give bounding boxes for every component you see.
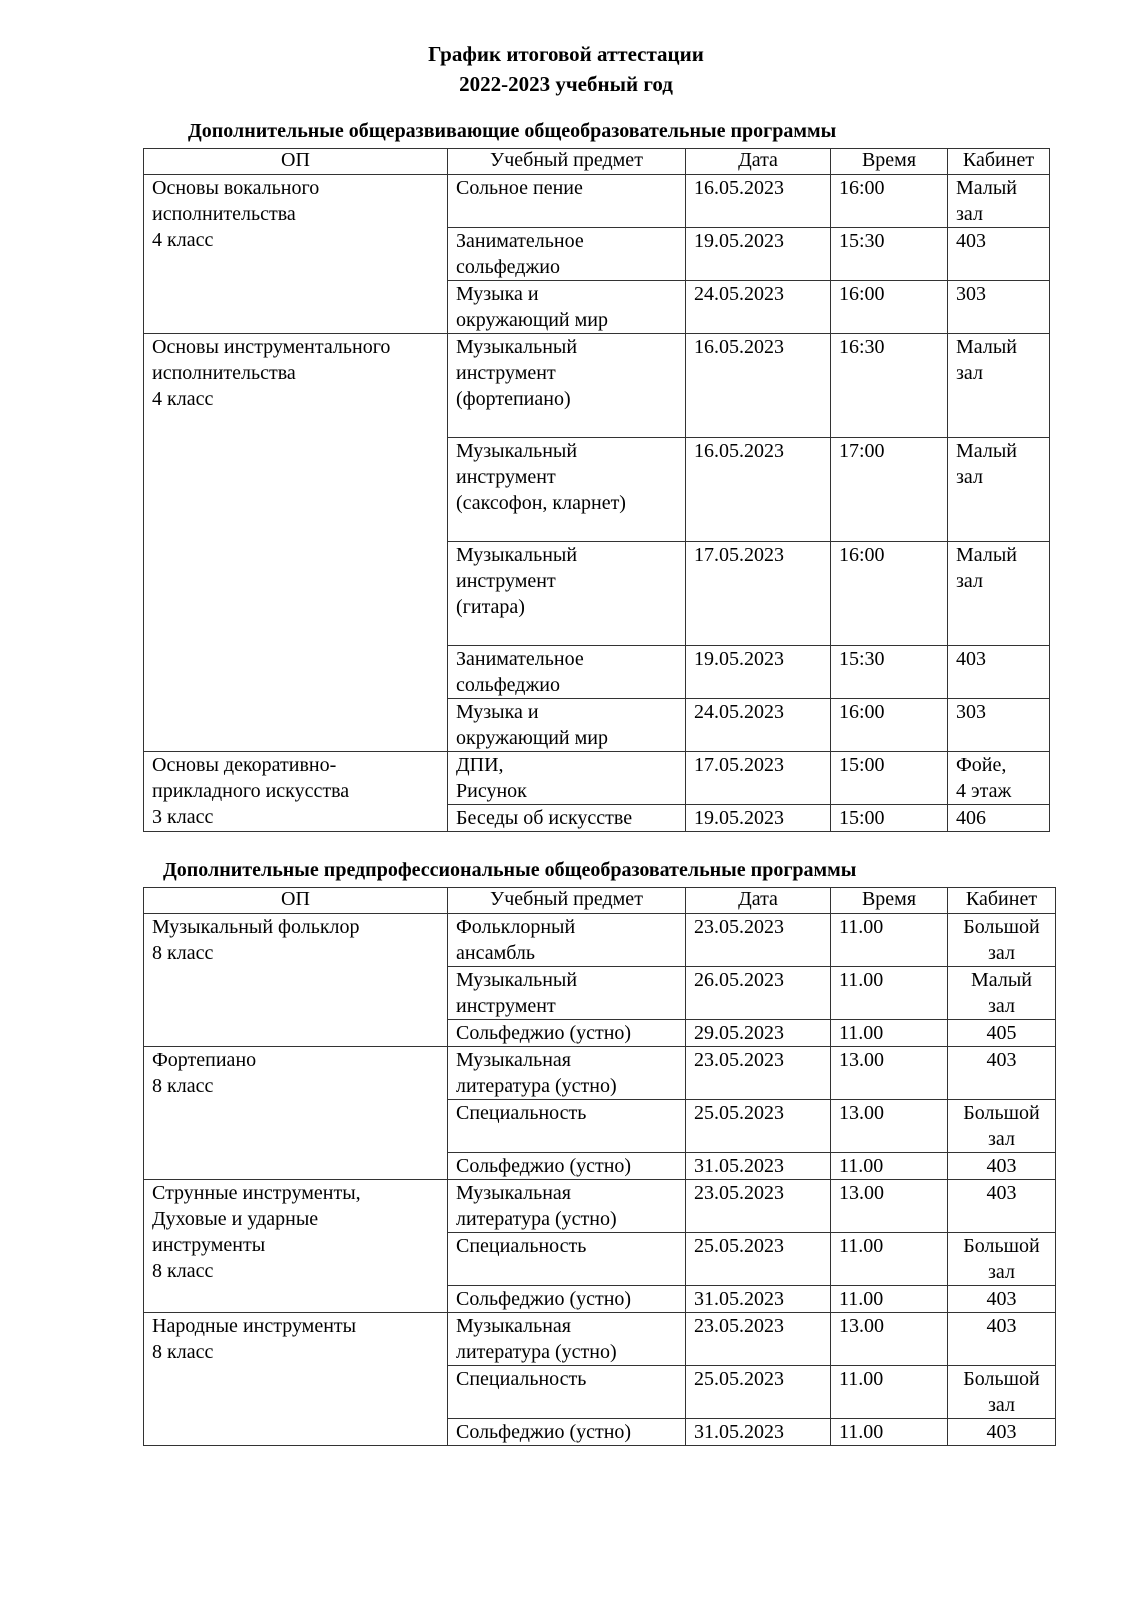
subject-cell: Музыкальный инструмент (гитара) — [448, 542, 686, 646]
subject-cell: Занимательное сольфеджио — [448, 228, 686, 281]
program-cell: Народные инструменты 8 класс — [144, 1313, 448, 1446]
subject-cell: Музыкальный инструмент — [448, 967, 686, 1020]
column-header: Время — [831, 149, 948, 175]
date-cell: 16.05.2023 — [686, 175, 831, 228]
subject-cell: Музыкальная литература (устно) — [448, 1313, 686, 1366]
room-cell: Малый зал — [948, 438, 1050, 542]
document-subtitle: 2022-2023 учебный год — [459, 72, 673, 96]
room-cell: Большой зал — [948, 914, 1056, 967]
section2-table — [143, 887, 1056, 1446]
time-cell: 16:00 — [831, 542, 948, 646]
table-header-row — [144, 888, 1056, 914]
column-header: Дата — [686, 149, 831, 175]
time-cell: 17:00 — [831, 438, 948, 542]
time-cell: 13.00 — [831, 1047, 948, 1100]
date-cell: 17.05.2023 — [686, 542, 831, 646]
column-header: ОП — [144, 888, 448, 914]
subject-cell: Занимательное сольфеджио — [448, 646, 686, 699]
room-cell: 403 — [948, 228, 1050, 281]
date-cell: 25.05.2023 — [686, 1366, 831, 1419]
program-cell: Основы инструментального исполнительства 4 класс — [144, 334, 448, 752]
table-header-row — [144, 149, 1050, 175]
table-row — [144, 175, 1050, 228]
room-cell: 403 — [948, 646, 1050, 699]
column-header: ОП — [144, 149, 448, 175]
date-cell: 25.05.2023 — [686, 1100, 831, 1153]
room-cell: Большой зал — [948, 1100, 1056, 1153]
time-cell: 11.00 — [831, 1020, 948, 1047]
room-cell: 406 — [948, 805, 1050, 832]
date-cell: 29.05.2023 — [686, 1020, 831, 1047]
room-cell: Большой зал — [948, 1233, 1056, 1286]
section2-heading: Дополнительные предпрофессиональные общеобразовательные программы — [163, 859, 857, 881]
date-cell: 16.05.2023 — [686, 438, 831, 542]
column-header: Кабинет — [948, 888, 1056, 914]
time-cell: 11.00 — [831, 1233, 948, 1286]
date-cell: 23.05.2023 — [686, 1313, 831, 1366]
date-cell: 23.05.2023 — [686, 1180, 831, 1233]
date-cell: 31.05.2023 — [686, 1153, 831, 1180]
time-cell: 16:00 — [831, 281, 948, 334]
room-cell: Малый зал — [948, 542, 1050, 646]
subject-cell: Сольфеджио (устно) — [448, 1419, 686, 1446]
program-cell: Музыкальный фольклор 8 класс — [144, 914, 448, 1047]
time-cell: 11.00 — [831, 967, 948, 1020]
date-cell: 23.05.2023 — [686, 914, 831, 967]
table-row — [144, 1313, 1056, 1366]
subject-cell: Музыкальный инструмент (фортепиано) — [448, 334, 686, 438]
time-cell: 16:00 — [831, 175, 948, 228]
subject-cell: Специальность — [448, 1233, 686, 1286]
date-cell: 25.05.2023 — [686, 1233, 831, 1286]
time-cell: 11.00 — [831, 1419, 948, 1446]
subject-cell: Сольфеджио (устно) — [448, 1286, 686, 1313]
room-cell: Большой зал — [948, 1366, 1056, 1419]
date-cell: 31.05.2023 — [686, 1286, 831, 1313]
subject-cell: Музыкальный инструмент (саксофон, кларнет) — [448, 438, 686, 542]
subject-cell: Музыка и окружающий мир — [448, 281, 686, 334]
subject-cell: Сольное пение — [448, 175, 686, 228]
subject-cell: Сольфеджио (устно) — [448, 1020, 686, 1047]
program-cell: Основы вокального исполнительства 4 класс — [144, 175, 448, 334]
time-cell: 13.00 — [831, 1313, 948, 1366]
time-cell: 13.00 — [831, 1180, 948, 1233]
date-cell: 19.05.2023 — [686, 228, 831, 281]
subject-cell: Специальность — [448, 1366, 686, 1419]
room-cell: 403 — [948, 1313, 1056, 1366]
date-cell: 23.05.2023 — [686, 1047, 831, 1100]
program-cell: Основы декоративно- прикладного искусства 3 класс — [144, 752, 448, 832]
column-header: Учебный предмет — [448, 888, 686, 914]
time-cell: 16:00 — [831, 699, 948, 752]
room-cell: 403 — [948, 1286, 1056, 1313]
table-row — [144, 1180, 1056, 1233]
subject-cell: Беседы об искусстве — [448, 805, 686, 832]
time-cell: 15:30 — [831, 646, 948, 699]
room-cell: 403 — [948, 1047, 1056, 1100]
room-cell: Малый зал — [948, 175, 1050, 228]
room-cell: 403 — [948, 1419, 1056, 1446]
column-header: Учебный предмет — [448, 149, 686, 175]
subject-cell: Специальность — [448, 1100, 686, 1153]
column-header: Время — [831, 888, 948, 914]
date-cell: 19.05.2023 — [686, 805, 831, 832]
subject-cell: Фольклорный ансамбль — [448, 914, 686, 967]
column-header: Дата — [686, 888, 831, 914]
program-cell: Струнные инструменты, Духовые и ударные инструменты 8 класс — [144, 1180, 448, 1313]
time-cell: 16:30 — [831, 334, 948, 438]
date-cell: 24.05.2023 — [686, 281, 831, 334]
section1-heading: Дополнительные общеразвивающие общеобразовательные программы — [188, 120, 837, 142]
subject-cell: Сольфеджио (устно) — [448, 1153, 686, 1180]
subject-cell: Музыка и окружающий мир — [448, 699, 686, 752]
time-cell: 15:00 — [831, 752, 948, 805]
program-cell: Фортепиано 8 класс — [144, 1047, 448, 1180]
section1-table — [143, 148, 1050, 832]
room-cell: 403 — [948, 1180, 1056, 1233]
room-cell: 303 — [948, 281, 1050, 334]
column-header: Кабинет — [948, 149, 1050, 175]
table-row — [144, 914, 1056, 967]
date-cell: 26.05.2023 — [686, 967, 831, 1020]
room-cell: Малый зал — [948, 967, 1056, 1020]
time-cell: 11.00 — [831, 1153, 948, 1180]
document-title: График итоговой аттестации — [428, 42, 704, 66]
time-cell: 11.00 — [831, 1286, 948, 1313]
time-cell: 11.00 — [831, 914, 948, 967]
table-row — [144, 334, 1050, 438]
time-cell: 11.00 — [831, 1366, 948, 1419]
time-cell: 15:30 — [831, 228, 948, 281]
subject-cell: Музыкальная литература (устно) — [448, 1180, 686, 1233]
date-cell: 17.05.2023 — [686, 752, 831, 805]
room-cell: 405 — [948, 1020, 1056, 1047]
time-cell: 13.00 — [831, 1100, 948, 1153]
table-row — [144, 1047, 1056, 1100]
subject-cell: Музыкальная литература (устно) — [448, 1047, 686, 1100]
date-cell: 24.05.2023 — [686, 699, 831, 752]
date-cell: 19.05.2023 — [686, 646, 831, 699]
room-cell: 403 — [948, 1153, 1056, 1180]
date-cell: 16.05.2023 — [686, 334, 831, 438]
subject-cell: ДПИ, Рисунок — [448, 752, 686, 805]
room-cell: 303 — [948, 699, 1050, 752]
room-cell: Фойе, 4 этаж — [948, 752, 1050, 805]
date-cell: 31.05.2023 — [686, 1419, 831, 1446]
room-cell: Малый зал — [948, 334, 1050, 438]
table-row — [144, 752, 1050, 805]
time-cell: 15:00 — [831, 805, 948, 832]
